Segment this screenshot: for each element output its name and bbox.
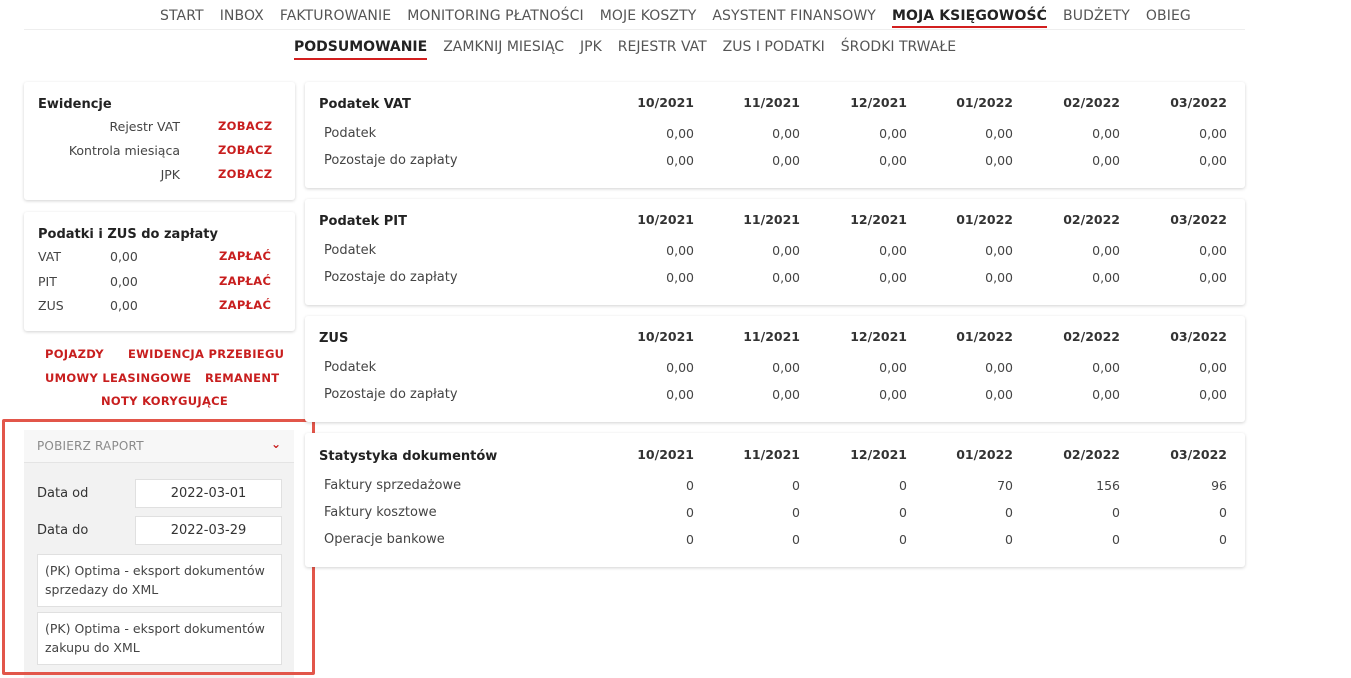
table-cell: 0,00: [772, 243, 800, 258]
table-cell: 0,00: [879, 360, 907, 375]
table-cell: 0,00: [666, 126, 694, 141]
export-sales-xml-button[interactable]: (PK) Optima - eksport dokumentów sprzedazy do XML: [37, 554, 282, 607]
podatki-row: [24, 249, 295, 269]
data-od-label: Data od: [37, 486, 89, 501]
month-header: 01/2022: [956, 329, 1013, 344]
nav-moja-ksiegowosc[interactable]: MOJA KSIĘGOWOŚĆ: [892, 6, 1047, 28]
table-cell: 0,00: [985, 243, 1013, 258]
month-header: 01/2022: [956, 95, 1013, 110]
table-cell: 0: [686, 532, 694, 547]
table-cell: 0: [1219, 505, 1227, 520]
nav-budzety[interactable]: BUDŻETY: [1063, 8, 1130, 24]
table-cell: 0,00: [985, 270, 1013, 285]
zobacz-rejestr-vat-link[interactable]: ZOBACZ: [218, 119, 273, 133]
table-cell: 0: [1005, 532, 1013, 547]
table-cell: 0: [899, 532, 907, 547]
main-nav-items: [160, 6, 1207, 28]
podatki-card: [24, 212, 295, 331]
ewidencje-row: [24, 119, 295, 139]
nav-obieg[interactable]: OBIEG: [1145, 8, 1191, 24]
table-title: ZUS: [319, 331, 349, 346]
table-cell: 0,00: [1199, 387, 1227, 402]
ewidencje-row: [24, 167, 295, 187]
podatki-row: [24, 274, 295, 294]
row-label: Podatek: [324, 126, 377, 141]
podatek-pit-card: [305, 199, 1245, 305]
table-cell: 0,00: [666, 243, 694, 258]
pojazdy-link[interactable]: POJAZDY: [45, 347, 104, 361]
month-header: 02/2022: [1063, 95, 1120, 110]
month-header: 12/2021: [850, 95, 907, 110]
podatki-row-value: 0,00: [110, 274, 138, 289]
nav-monitoring-platnosci[interactable]: MONITORING PŁATNOŚCI: [407, 8, 584, 24]
row-label: Pozostaje do zapłaty: [324, 387, 458, 402]
table-cell: 0,00: [985, 360, 1013, 375]
table-cell: 0,00: [1092, 270, 1120, 285]
podatki-row-value: 0,00: [110, 249, 138, 264]
tab-zamknij-miesiac[interactable]: ZAMKNIJ MIESIĄC: [443, 39, 565, 55]
nav-moje-koszty[interactable]: MOJE KOSZTY: [599, 8, 697, 24]
table-cell: 0,00: [985, 153, 1013, 168]
table-cell: 0: [792, 532, 800, 547]
table-cell: 0,00: [1092, 360, 1120, 375]
table-cell: 0,00: [772, 126, 800, 141]
chevron-down-icon[interactable]: ⌄: [270, 437, 281, 451]
table-cell: 0,00: [1199, 126, 1227, 141]
umowy-leasingowe-link[interactable]: UMOWY LEASINGOWE: [45, 371, 192, 385]
zaplac-pit-link[interactable]: ZAPŁAĆ: [219, 274, 272, 288]
row-label: Faktury sprzedażowe: [324, 478, 462, 493]
row-label: Faktury kosztowe: [324, 505, 437, 520]
table-cell: 0: [792, 505, 800, 520]
ewidencje-row-label: Kontrola miesiąca: [68, 143, 180, 158]
table-cell: 96: [1211, 478, 1227, 493]
table-cell: 0: [1112, 532, 1120, 547]
podatki-row-value: 0,00: [110, 298, 138, 313]
table-cell: 0,00: [666, 360, 694, 375]
tab-srodki-trwale[interactable]: ŚRODKI TRWAŁE: [840, 39, 957, 55]
table-cell: 0: [899, 478, 907, 493]
row-label: Pozostaje do zapłaty: [324, 270, 458, 285]
month-header: 12/2021: [850, 447, 907, 462]
table-cell: 0,00: [772, 270, 800, 285]
table-title: Podatek VAT: [319, 97, 411, 112]
table-cell: 0,00: [772, 360, 800, 375]
row-label: Podatek: [324, 243, 377, 258]
month-header: 03/2022: [1170, 95, 1227, 110]
month-header: 10/2021: [637, 329, 694, 344]
podatki-row: [24, 298, 295, 318]
month-header: 03/2022: [1170, 329, 1227, 344]
podatki-row-label: VAT: [38, 249, 61, 264]
ewidencje-card: [24, 82, 295, 200]
zobacz-kontrola-miesiaca-link[interactable]: ZOBACZ: [218, 143, 273, 157]
ewidencje-row: [24, 143, 295, 163]
nav-asystent-finansowy[interactable]: ASYSTENT FINANSOWY: [712, 8, 876, 24]
month-header: 03/2022: [1170, 212, 1227, 227]
table-cell: 0,00: [985, 387, 1013, 402]
ewidencja-przebiegu-link[interactable]: EWIDENCJA PRZEBIEGU: [128, 347, 285, 361]
table-cell: 0,00: [772, 153, 800, 168]
zobacz-jpk-link[interactable]: ZOBACZ: [218, 167, 273, 181]
tab-zus-i-podatki[interactable]: ZUS I PODATKI: [722, 39, 825, 55]
month-header: 11/2021: [743, 212, 800, 227]
podatek-vat-card: [305, 82, 1245, 188]
table-cell: 0,00: [666, 270, 694, 285]
table-cell: 0,00: [666, 387, 694, 402]
month-header: 03/2022: [1170, 447, 1227, 462]
month-header: 02/2022: [1063, 447, 1120, 462]
month-header: 01/2022: [956, 212, 1013, 227]
remanent-link[interactable]: REMANENT: [205, 371, 280, 385]
month-header: 10/2021: [637, 212, 694, 227]
table-cell: 0: [899, 505, 907, 520]
table-title: Podatek PIT: [319, 214, 407, 229]
sub-navigation: [294, 37, 972, 60]
table-cell: 0,00: [1092, 243, 1120, 258]
table-cell: 0,00: [666, 153, 694, 168]
month-header: 10/2021: [637, 95, 694, 110]
export-purchase-xml-button[interactable]: (PK) Optima - eksport dokumentów zakupu do XML: [37, 612, 282, 665]
ewidencje-row-label: Rejestr VAT: [109, 119, 180, 134]
pobierz-raport-header[interactable]: [24, 430, 294, 463]
table-cell: 0,00: [879, 126, 907, 141]
month-header: 11/2021: [743, 447, 800, 462]
table-cell: 0,00: [772, 387, 800, 402]
month-header: 11/2021: [743, 95, 800, 110]
statystyka-dokumentow-card: [305, 433, 1245, 567]
table-cell: 0,00: [985, 126, 1013, 141]
podatki-row-label: ZUS: [38, 298, 64, 313]
month-header: 01/2022: [956, 447, 1013, 462]
row-label: Operacje bankowe: [324, 532, 445, 547]
table-cell: 0,00: [879, 387, 907, 402]
table-cell: 0,00: [1092, 153, 1120, 168]
table-cell: 0: [792, 478, 800, 493]
table-title: Statystyka dokumentów: [319, 449, 498, 464]
month-header: 12/2021: [850, 212, 907, 227]
month-header: 11/2021: [743, 329, 800, 344]
pobierz-raport-title: POBIERZ RAPORT: [37, 439, 144, 453]
zaplac-zus-link[interactable]: ZAPŁAĆ: [219, 298, 272, 312]
table-cell: 0,00: [879, 243, 907, 258]
table-cell: 0,00: [1199, 153, 1227, 168]
noty-korygujace-link[interactable]: NOTY KORYGUJĄCE: [101, 394, 229, 408]
table-cell: 0,00: [1199, 270, 1227, 285]
podatki-title: Podatki i ZUS do zapłaty: [38, 227, 218, 242]
table-cell: 0,00: [879, 270, 907, 285]
table-cell: 0: [1219, 532, 1227, 547]
table-cell: 0: [686, 505, 694, 520]
ewidencje-row-label: JPK: [160, 167, 180, 182]
table-cell: 156: [1096, 478, 1120, 493]
table-cell: 0,00: [1199, 243, 1227, 258]
nav-start[interactable]: START: [160, 8, 204, 24]
tab-rejestr-vat[interactable]: REJESTR VAT: [617, 39, 707, 55]
ewidencje-title: Ewidencje: [38, 97, 112, 112]
table-cell: 0,00: [1199, 360, 1227, 375]
table-cell: 0,00: [879, 153, 907, 168]
row-label: Pozostaje do zapłaty: [324, 153, 458, 168]
table-cell: 0,00: [1092, 387, 1120, 402]
quick-links: [24, 344, 295, 414]
table-cell: 0: [686, 478, 694, 493]
row-label: Podatek: [324, 360, 377, 375]
nav-inbox[interactable]: INBOX: [219, 8, 264, 24]
nav-fakturowanie[interactable]: FAKTUROWANIE: [279, 8, 392, 24]
pobierz-raport-panel: [24, 430, 294, 678]
zaplac-vat-link[interactable]: ZAPŁAĆ: [219, 249, 272, 263]
table-cell: 70: [997, 478, 1013, 493]
zus-card: [305, 316, 1245, 422]
data-od-input[interactable]: 2022-03-01: [135, 479, 282, 508]
month-header: 02/2022: [1063, 329, 1120, 344]
tab-jpk[interactable]: JPK: [580, 39, 602, 55]
main-navigation: [24, 0, 1245, 30]
month-header: 10/2021: [637, 447, 694, 462]
data-do-label: Data do: [37, 523, 89, 538]
podatki-row-label: PIT: [38, 274, 57, 289]
table-cell: 0,00: [1092, 126, 1120, 141]
month-header: 12/2021: [850, 329, 907, 344]
tab-podsumowanie[interactable]: PODSUMOWANIE: [294, 37, 427, 60]
data-do-input[interactable]: 2022-03-29: [135, 516, 282, 545]
table-cell: 0: [1112, 505, 1120, 520]
table-cell: 0: [1005, 505, 1013, 520]
month-header: 02/2022: [1063, 212, 1120, 227]
